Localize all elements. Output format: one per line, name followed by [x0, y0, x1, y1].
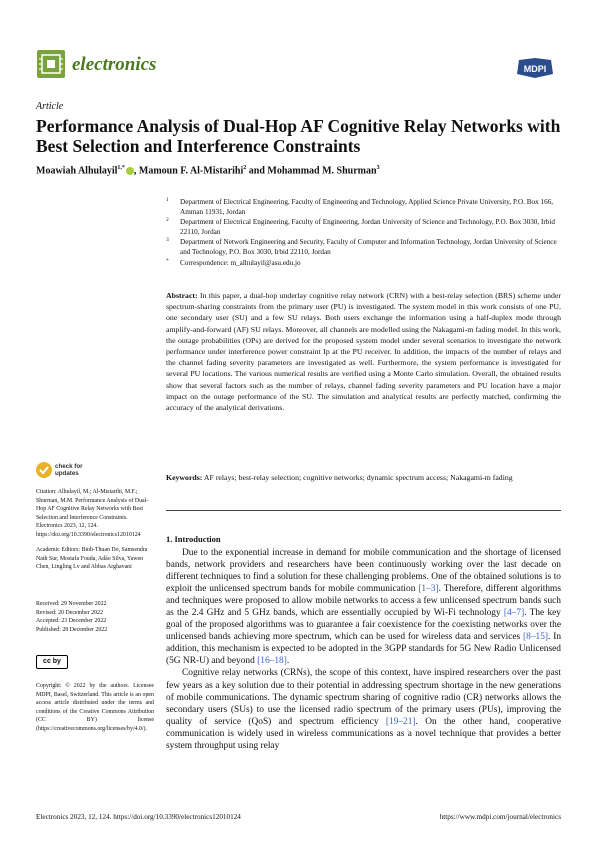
- abstract: [166, 290, 561, 413]
- copyright-notice: Copyright: © 2022 by the authors. Licensee MDPI, Basel, Switzerland. This article is an open access article distributed under the terms and conditions of the Creative Commons Attribution (CC BY) license (https://creativecommons.org/licenses/by/4.0/).: [36, 683, 154, 732]
- mdpi-logo-icon: [515, 58, 555, 78]
- page-footer: [36, 813, 561, 821]
- correspondence: * Correspondence: m_alhulayil@asu.edu.jo: [166, 257, 301, 267]
- keywords: [166, 472, 561, 483]
- author-affiliation-marker: 3: [376, 165, 380, 171]
- section-heading: 1. Introduction: [166, 534, 221, 544]
- revised-date: Revised: 20 December 2022: [36, 609, 103, 616]
- article-type: Article: [36, 101, 64, 112]
- affiliation-item: 2 Department of Electrical Engineering, Faculty of Engineering, Jordan University of Science and Technology, P.O. Box 3030, Irbid 22110, Jordan: [166, 217, 555, 236]
- accepted-date: Accepted: 23 December 2022: [36, 618, 107, 624]
- keywords-label: Keywords:: [166, 473, 203, 482]
- author-name[interactable]: Mohammad M. Shurman: [267, 165, 377, 177]
- author-name[interactable]: Mamoun F. Al-Mistarihi: [138, 165, 244, 177]
- section-divider: [166, 510, 561, 511]
- citation-link[interactable]: [8–15]: [523, 632, 549, 643]
- cc-license-icon[interactable]: cc by: [36, 655, 68, 669]
- check-for-updates-icon[interactable]: [36, 462, 52, 478]
- citation-link[interactable]: [19–21]: [385, 716, 416, 727]
- journal-name: electronics: [72, 54, 157, 75]
- citation-block: Citation: Alhulayil, M.; Al-Mistarihi, M.F.; Shurman, M.M. Performance Analysis of Dual-Hop AF Cognitive Relay Networks with Best Selection and Interference Constraints. Electronics 2023, 12, 124. https://doi.org/10.3390/electronics12010124: [36, 489, 149, 538]
- citation-link[interactable]: [4–7]: [503, 608, 525, 619]
- author-name[interactable]: Moawiah Alhulayil: [36, 165, 118, 177]
- orcid-icon[interactable]: [126, 167, 134, 175]
- introduction-text: [166, 547, 561, 752]
- published-date: Published: 28 December 2022: [36, 626, 108, 633]
- paragraph: Due to the exponential increase in demand for mobile communication and the shortage of licensed bands, network providers and researchers have been continuously working over the last decade on different techniques to find a solution for these challenging problems. One of the obtained solutions is to exploit the unlicensed spectrum bands for mobile communication [1–3]. Therefore, different algorithms and techniques were proposed to allow mobile networks to access a few unlicensed spectrum bands such as the 2.4 GHz and 5 GHz bands, which are essentially occupied by Wi-Fi technology [4–7]. The key goal of the proposed algorithms was to guarantee a fair coexistence for the coexisting networks over the unlicensed bands achieving more spectrum, which can be used for wireless data and services [8–15]. In addition, this mechanism is expected to be adopted in the 3GPP standards for 5G New Radio Unlicensed (5G NR-U) and beyond [16–18].: [166, 548, 562, 667]
- svg-text:MDPI: MDPI: [523, 64, 547, 74]
- received-date: Received: 29 November 2022: [36, 601, 107, 607]
- citation-link[interactable]: [1–3]: [418, 584, 439, 595]
- author-affiliation-marker: 2: [243, 165, 247, 171]
- footer-citation: Electronics 2023, 12, 124. https://doi.org/10.3390/electronics12010124: [36, 813, 241, 821]
- keywords-text: AF relays; best-relay selection; cognitive networks; dynamic spectrum access; Nakagami-m fading: [203, 473, 513, 482]
- abstract-label: Abstract:: [166, 291, 198, 300]
- affiliation-item: 3 Department of Network Engineering and Security, Faculty of Computer and Information Technology, Jordan University of Science and Technology, P.O. Box 3030, Irbid 22110, Jordan: [166, 237, 557, 256]
- affiliations: [166, 198, 561, 269]
- academic-editors: Academic Editors: Binh-Thuan Do, Samsendra Nath Sur, Mostafa Fouda, Adão Silva, Yawen Chen, Lingling Lv and Abbas Arghavani: [36, 547, 148, 570]
- publication-dates: [36, 600, 154, 634]
- check-for-updates-label[interactable]: check for updates: [55, 463, 83, 477]
- paper-title: Performance Analysis of Dual-Hop AF Cognitive Relay Networks with Best Selection and Interference Constraints: [36, 116, 561, 156]
- paragraph: Cognitive relay networks (CRNs), the scope of this context, have inspired researchers over the past few years as a key solution due to their potential in addressing spectrum shortage in the new generations of mobile communications. The dynamic spectrum sharing of cognitive radio (CR) networks allows the secondary users (SUs) to use the licensed radio spectrum of the primary users (PUs), improving the quality of service (QoS) and spectrum efficiency [19–21]. On the other hand, cooperative communication is widely used in wireless communications as a novel technique that provides a better system throughput using relay: [166, 668, 562, 751]
- author-list: Moawiah Alhulayil$^{1,*}$ , Mamoun F. Al-Mistarihi$^2$ and Mohammad M. Shurman$^3$: [36, 165, 380, 177]
- author-affiliation-marker: 1,*: [117, 165, 125, 171]
- citation-link[interactable]: [16–18]: [257, 656, 287, 667]
- abstract-text: In this paper, a dual-hop underlay cognitive relay network (CRN) with a best-relay selection (BRS) scheme under spectrum-sharing constraints from the primary user (PU) is investigated. The system model in this work consists of one PU, one secondary user (SU) and a few SU relays. Both users exchange the information using a half-duplex mode through amplify-and-forward (AF) SU relays. Moreover, all channels are modelled using the Nakagami-m fading model. In this work, the outage probabilities (OPs) are derived for the proposed system model under several scenarios to investigate the network performance under interference power constraint Ip at the PU receiver. In addition, the impacts of the number of relays and the channel fading severity parameters are investigated as well. Furthermore, the system performance is investigated for several PU locations. The various numerical results are verified using a Monte Carlo simulation. Overall, the obtained results show that several factors such as the number of relays, channel fading severity parameters and PU location have a major impact on the outage performance of the SU. The simulation and analytical results are perfectly matched, confirming the accuracy of the analytical derivations.: [166, 291, 561, 413]
- journal-logo-icon: [37, 50, 65, 78]
- journal-url[interactable]: https://www.mdpi.com/journal/electronics: [439, 813, 561, 821]
- affiliation-item: 1 Department of Electrical Engineering, Faculty of Engineering and Technology, Applied Science Private University, P.O. Box 166, Amman 11931, Jordan: [166, 197, 554, 216]
